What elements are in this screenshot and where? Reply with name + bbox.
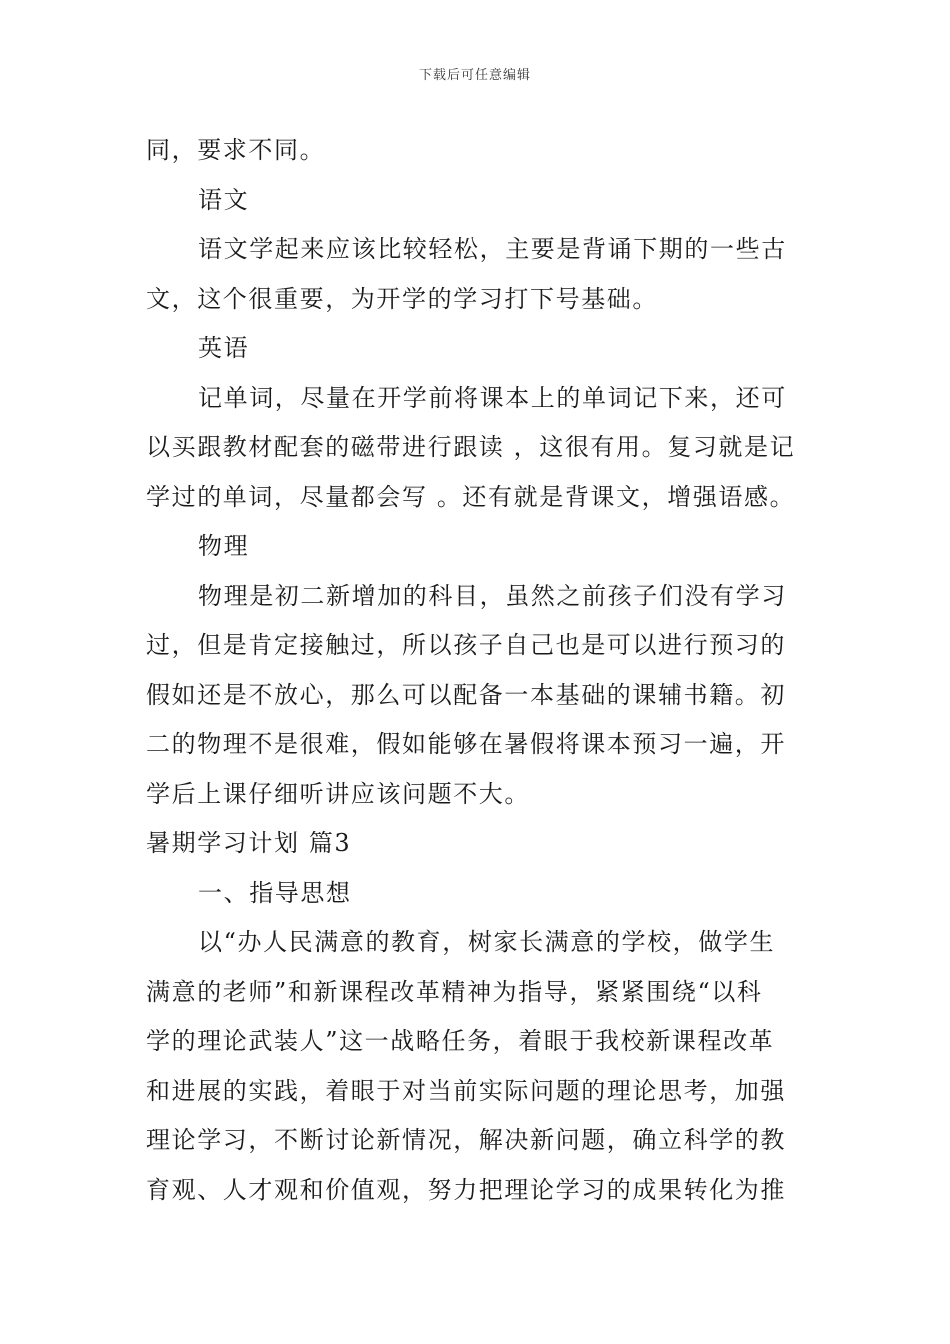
- section-heading-english: 英语: [198, 334, 250, 362]
- text-line: 以买跟教材配套的磁带进行跟读 ，这很有用。复习就是记: [146, 433, 796, 461]
- document-body: [146, 126, 806, 1215]
- text-line: 假如还是不放心，那么可以配备一本基础的课辅书籍。初: [146, 680, 786, 709]
- text-line: 记单词，尽量在开学前将课本上的单词记下来，还可: [198, 383, 787, 412]
- text-line: 学过的单词，尽量都会写 。还有就是背课文，增强语感。: [146, 482, 796, 511]
- text-line: 过，但是肯定接触过，所以孩子自己也是可以进行预习的: [146, 631, 786, 659]
- text-line: 学后上课仔细听讲应该问题不大。: [146, 779, 530, 808]
- text-line: 同，要求不同。: [146, 136, 326, 164]
- section-heading-guiding-ideology: 一、指导思想: [198, 878, 352, 907]
- text-line: 育观、人才观和价值观，努力把理论学习的成果转化为推: [146, 1175, 786, 1204]
- section-heading-chinese: 语文: [198, 185, 250, 214]
- text-line: 理论学习，不断讨论新情况，解决新问题，确立科学的教: [146, 1126, 786, 1154]
- text-line: 文，这个很重要，为开学的学习打下号基础。: [146, 284, 658, 313]
- text-line: 学的理论武装人”这一战略任务，着眼于我校新课程改革: [146, 1027, 775, 1055]
- text-line: 和进展的实践，着眼于对当前实际问题的理论思考，加强: [146, 1076, 786, 1105]
- text-line: 语文学起来应该比较轻松，主要是背诵下期的一些古: [198, 235, 787, 263]
- article-title: 暑期学习计划 篇3: [146, 829, 352, 857]
- section-heading-physics: 物理: [198, 532, 250, 560]
- page-header-note: 下载后可任意编辑: [418, 68, 531, 83]
- text-line: 物理是初二新增加的科目，虽然之前孩子们没有学习: [198, 581, 787, 610]
- text-line: 以“办人民满意的教育，树家长满意的学校，做学生: [198, 928, 776, 956]
- text-line: 满意的老师”和新课程改革精神为指导，紧紧围绕“以科: [146, 977, 763, 1006]
- text-line: 二的物理不是很难，假如能够在暑假将课本预习一遍，开: [146, 730, 786, 758]
